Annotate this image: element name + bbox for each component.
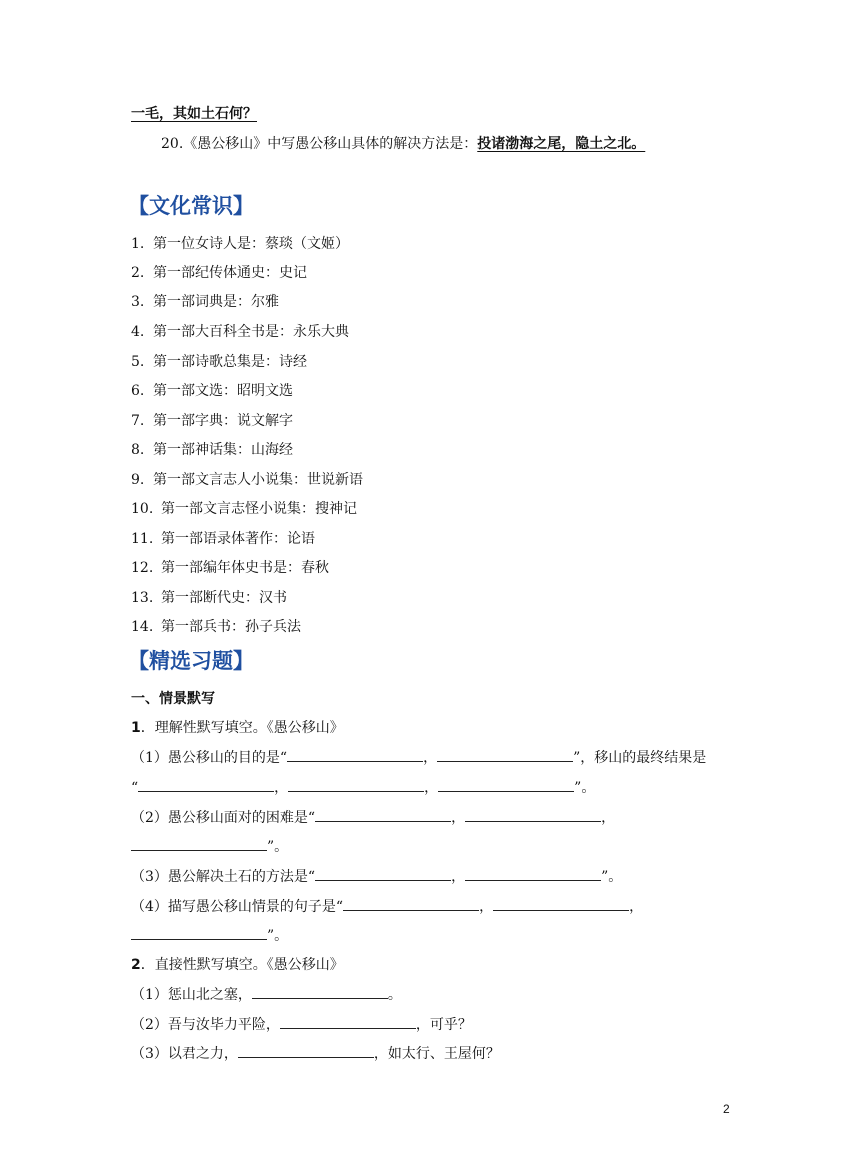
item-text: 第一部词典是：尔雅 (153, 294, 279, 310)
culture-item (131, 589, 287, 607)
q2-title (131, 956, 344, 974)
comma: ， (601, 810, 616, 826)
q2-2-suffix: ，可乎？ (415, 1017, 472, 1033)
item-text: 第一部诗歌总集是：诗经 (153, 354, 307, 370)
item-number: 2. (131, 265, 145, 281)
item-number: 10. (131, 501, 154, 517)
item-text: 第一部文言志怪小说集：搜神记 (161, 501, 357, 517)
q1-1-prefix: （1）愚公移山的目的是“ (131, 750, 288, 766)
answer-blank[interactable] (437, 748, 573, 762)
item-number: 3. (131, 294, 145, 310)
item-number: 8. (131, 442, 145, 458)
q2-title-text: ．直接性默写填空。《愚公移山》 (140, 957, 344, 973)
q2-3-suffix: ，如太行、王屋何？ (373, 1046, 500, 1062)
culture-item (131, 353, 307, 371)
q1-1-line-a (131, 748, 706, 767)
answer-blank[interactable] (438, 778, 574, 792)
culture-item (131, 471, 363, 489)
q2-number: 2 (131, 957, 141, 973)
close-quote: ”。 (574, 780, 596, 796)
close-quote: ”。 (267, 839, 289, 855)
comma: ， (274, 780, 289, 796)
culture-item (131, 293, 279, 311)
item-text: 第一部字典：说文解字 (153, 413, 293, 429)
q2-1-suffix: 。 (387, 987, 402, 1003)
answer-blank[interactable] (252, 985, 388, 999)
q1-1-line-b (131, 778, 595, 797)
item-text: 第一部文言志人小说集：世说新语 (153, 472, 363, 488)
culture-item (131, 264, 307, 282)
open-quote: “ (131, 780, 139, 796)
q1-title (131, 719, 344, 737)
answer-blank[interactable] (315, 808, 451, 822)
answer-blank[interactable] (465, 808, 601, 822)
item-number: 14. (131, 619, 154, 635)
answer-blank[interactable] (131, 926, 267, 940)
comma: ， (451, 810, 466, 826)
item-text: 第一部断代史：汉书 (161, 590, 287, 606)
culture-item (131, 441, 293, 459)
q1-3-prefix: （3）愚公解决土石的方法是“ (131, 869, 316, 885)
q1-4-line-a (131, 897, 643, 916)
q1-1-suffix: ”，移山的最终结果是 (573, 750, 707, 766)
answer-blank[interactable] (315, 867, 451, 881)
item-number: 1. (131, 236, 145, 252)
q2-2-line (131, 1015, 472, 1034)
page-number: 2 (723, 1102, 730, 1116)
comma: ， (423, 750, 438, 766)
culture-item (131, 559, 329, 577)
item-text: 第一位女诗人是：蔡琰（文姬） (153, 236, 349, 252)
culture-item (131, 412, 293, 430)
answer-blank[interactable] (280, 1015, 416, 1029)
culture-item (131, 530, 315, 548)
culture-item (131, 618, 301, 636)
culture-item (131, 500, 357, 518)
answer-blank[interactable] (238, 1044, 374, 1058)
q20-prefix: 20.《愚公移山》中写愚公移山具体的解决方法是： (161, 136, 478, 152)
answer-blank[interactable] (138, 778, 274, 792)
culture-item (131, 323, 349, 341)
item-number: 5. (131, 354, 145, 370)
culture-section-title: 【文化常识】 (128, 194, 254, 218)
comma: ， (629, 899, 644, 915)
q1-4-prefix: （4）描写愚公移山情景的句子是“ (131, 899, 344, 915)
comma: ， (424, 780, 439, 796)
culture-item (131, 382, 293, 400)
answer-blank[interactable] (465, 867, 601, 881)
q1-3-line (131, 867, 622, 886)
q1-2-prefix: （2）愚公移山面对的困难是“ (131, 810, 316, 826)
item-text: 第一部纪传体通史：史记 (153, 265, 307, 281)
answer-blank[interactable] (493, 897, 629, 911)
item-number: 6. (131, 383, 145, 399)
q20-line (161, 135, 645, 153)
q1-2-line-b (131, 837, 288, 856)
close-quote: ”。 (601, 869, 623, 885)
comma: ， (479, 899, 494, 915)
q2-2-prefix: （2）吾与汝毕力平险， (131, 1017, 280, 1033)
item-text: 第一部神话集：山海经 (153, 442, 293, 458)
q1-4-line-b (131, 926, 288, 945)
q2-3-line (131, 1044, 500, 1063)
q1-title-text: ．理解性默写填空。《愚公移山》 (140, 720, 344, 736)
item-text: 第一部语录体著作：论语 (161, 531, 315, 547)
item-number: 12. (131, 560, 154, 576)
q2-3-prefix: （3）以君之力， (131, 1046, 238, 1062)
item-text: 第一部文选：昭明文选 (153, 383, 293, 399)
part1-heading: 一、情景默写 (131, 691, 215, 707)
answer-blank[interactable] (343, 897, 479, 911)
q2-1-prefix: （1）惩山北之塞， (131, 987, 252, 1003)
item-text: 第一部兵书：孙子兵法 (161, 619, 301, 635)
answer-blank[interactable] (288, 778, 424, 792)
q20-answer: 投诸渤海之尾，隐土之北。 (477, 136, 646, 152)
item-number: 4. (131, 324, 145, 340)
q1-number: 1 (131, 720, 141, 736)
item-number: 13. (131, 590, 154, 606)
answer-blank[interactable] (287, 748, 423, 762)
item-number: 11. (131, 531, 154, 547)
item-text: 第一部编年体史书是：春秋 (161, 560, 329, 576)
item-number: 7. (131, 413, 145, 429)
item-text: 第一部大百科全书是：永乐大典 (153, 324, 349, 340)
close-quote: ”。 (267, 928, 289, 944)
exercises-section-title: 【精选习题】 (128, 649, 254, 673)
comma: ， (451, 869, 466, 885)
item-number: 9. (131, 472, 145, 488)
carry-over-line: 一毛，其如土石何？ (131, 106, 257, 122)
culture-item (131, 235, 349, 253)
q1-2-line-a (131, 808, 615, 827)
answer-blank[interactable] (131, 837, 267, 851)
q2-1-line (131, 985, 402, 1004)
